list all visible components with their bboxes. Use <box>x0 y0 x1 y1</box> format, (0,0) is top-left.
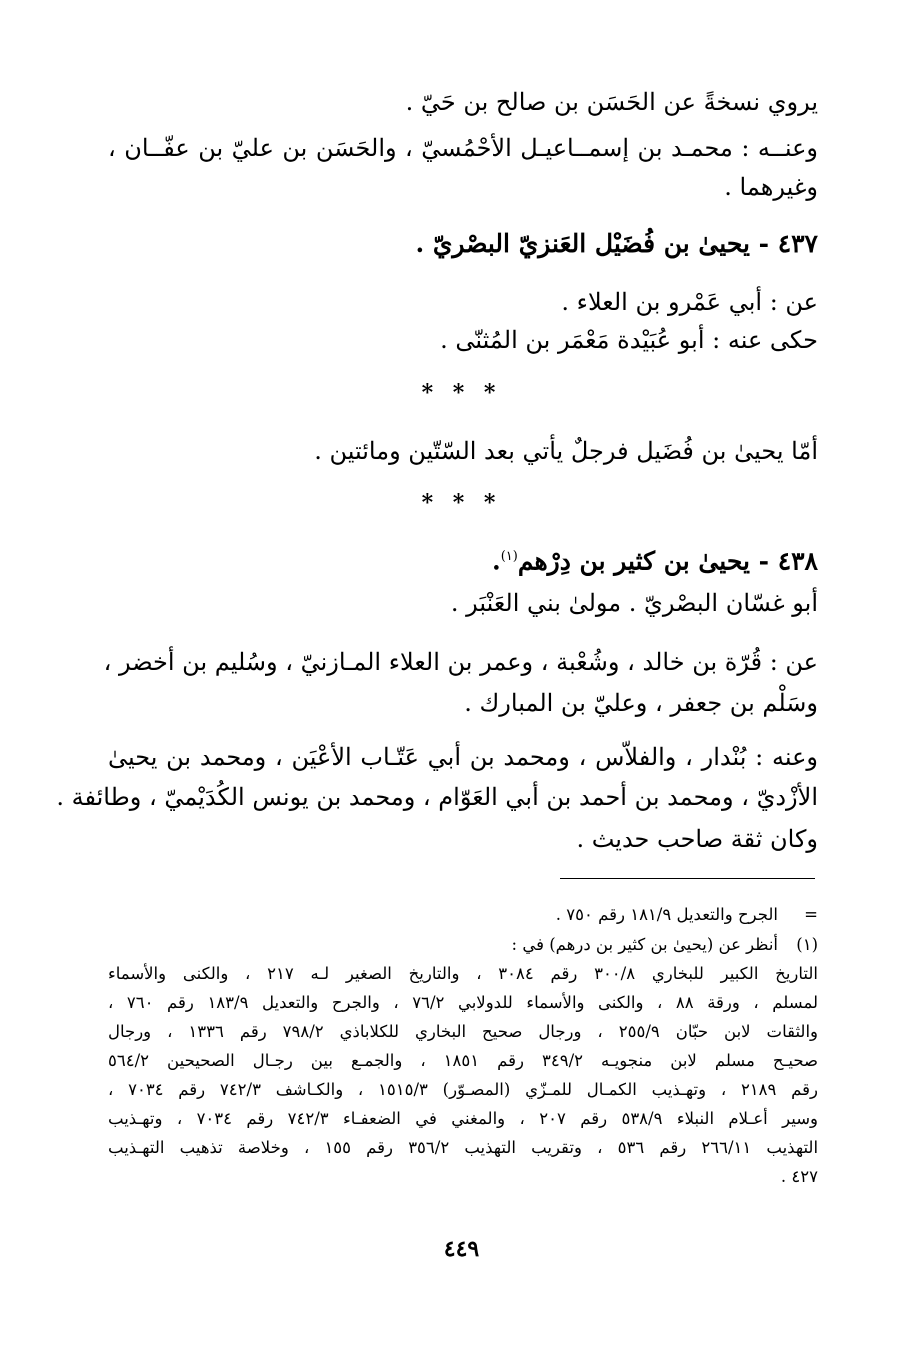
entry-438-title-text: ٤٣٨ - يحيىٰ بن كثير بن دِرْهم <box>517 546 818 576</box>
footnote-continuation-marker: = <box>804 905 818 924</box>
footnote-1-marker: (١) <box>796 935 818 954</box>
footnote-ref-1: (١) <box>500 549 518 564</box>
body-line-1: يروي نسخةً عن الحَسَن بن صالح بن حَيّ . <box>405 88 818 116</box>
footnote-1-line-5: رقم ٢١٨٩ ، وتهـذيب الكمـال للمـزّي (المصـوّر) ١٥١٥/٣ ، والكـاشف ٧٤٢/٣ رقم ٧٠٣٤ ، <box>108 1080 818 1099</box>
separator-stars-2: * * * <box>421 490 502 516</box>
entry-437-teachers: عن : أبي عَمْرو بن العلاء . <box>561 288 818 316</box>
entry-438-title-dot: . <box>491 546 501 576</box>
entry-438-kunya: أبو غسّان البصْريّ . مولىٰ بني العَنْبَر . <box>450 589 818 617</box>
footnote-separator <box>560 878 815 879</box>
body-line-3: وغيرهما . <box>724 173 818 201</box>
footnote-1-line-3: والثقات لابن حبّان ٢٥٥/٩ ، ورجال صحيح البخاري للكلاباذي ٧٩٨/٢ رقم ١٣٣٦ ، ورجال <box>108 1022 819 1041</box>
entry-438-teachers-2: وسَلْم بن جعفر ، وعليّ بن المبارك . <box>464 689 818 717</box>
entry-438-teachers-1: عن : قُرّة بن خالد ، وشُعْبة ، وعمر بن العلاء المـازنيّ ، وسُليم بن أخضر ، <box>103 648 818 676</box>
page-number: ٤٤٩ <box>443 1236 480 1262</box>
footnote-1-line-4: صحيـح مسلم لابن منجويـه ٣٤٩/٢ رقم ١٨٥١ ، والجمـع بين رجـال الصحيحين ٥٦٤/٢ <box>108 1051 818 1070</box>
separator-stars-1: * * * <box>421 380 502 406</box>
entry-437-title: ٤٣٧ - يحيىٰ بن فُضَيْل العَنزيّ البصْريّ . <box>415 229 818 258</box>
entry-438-grading: وكان ثقة صاحب حديث . <box>576 825 818 853</box>
footnote-1-line-7: التهذيب ٢٦٦/١١ رقم ٥٣٦ ، وتقريب التهذيب ٣٥٦/٢ رقم ١٥٥ ، وخلاصة تذهيب التهـذيب <box>108 1138 819 1157</box>
entry-438-title <box>492 540 818 578</box>
entry-437-narrators: حكى عنه : أبو عُبَيْدة مَعْمَر بن المُثنّى . <box>440 326 818 354</box>
footnote-continuation-text: الجرح والتعديل ١٨١/٩ رقم ٧٥٠ . <box>555 905 778 924</box>
footnote-1-line-8: ٤٢٧ . <box>780 1167 818 1186</box>
entry-438-narrators-2: الأزْديّ ، ومحمد بن أحمد بن أبي العَوّام ، ومحمد بن يونس الكُدَيْميّ ، وطائفة . <box>56 783 818 811</box>
footnote-1-line-6: وسير أعـلام النبلاء ٥٣٨/٩ رقم ٢٠٧ ، والمغني في الضعفـاء ٧٤٢/٣ رقم ٧٠٣٤ ، وتهـذيب <box>108 1109 819 1128</box>
entry-438-narrators-1: وعنه : بُنْدار ، والفلاّس ، ومحمد بن أبي عَتّـاب الأعْيَن ، ومحمد بن يحيىٰ <box>108 743 818 771</box>
footnote-1-intro: أنظر عن (يحيىٰ بن كثير بن درهم) في : <box>511 935 778 954</box>
footnote-1-line-1: التاريخ الكبير للبخاري ٣٠٠/٨ رقم ٣٠٨٤ ، والتاريخ الصغير لـه ٢١٧ ، والكنى والأسماء <box>108 964 818 983</box>
body-line-2: وعنــه : محمـد بن إسمــاعيـل الأحْمُسيّ ، والحَسَن بن عليّ بن عفّــان ، <box>108 134 818 162</box>
note-line: أمّا يحيىٰ بن فُضَيل فرجلٌ يأتي بعد السّتّين ومائتين . <box>314 437 818 465</box>
footnote-1-line-2: لمسلم ، ورقة ٨٨ ، والكنى والأسماء للدولابي ٧٦/٢ ، والجرح والتعديل ١٨٣/٩ رقم ٧٦٠ ، <box>108 993 819 1012</box>
